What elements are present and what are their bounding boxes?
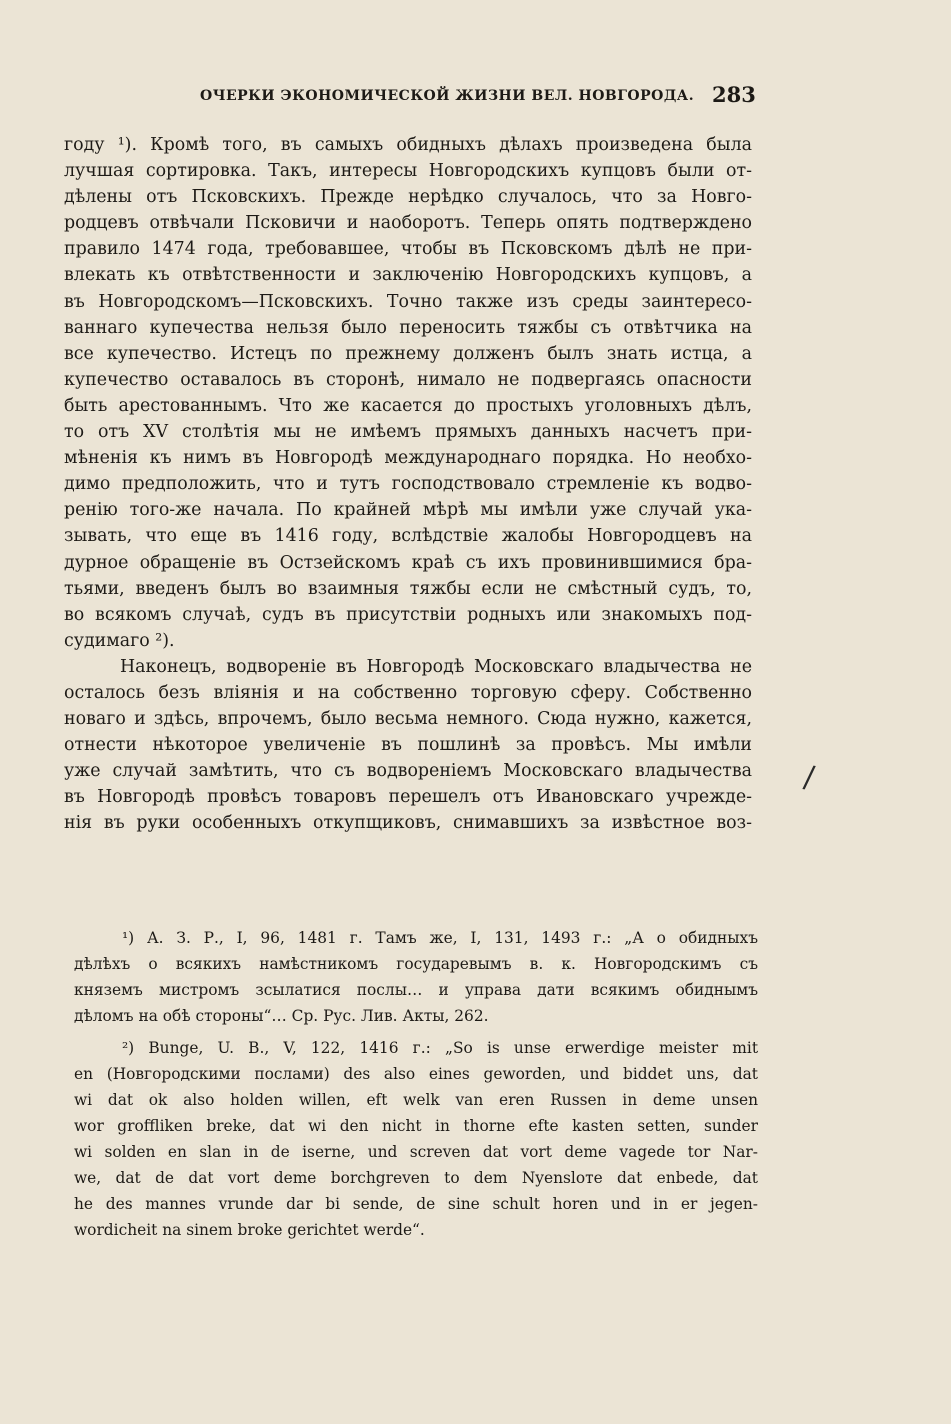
body-line: лучшая сортировка. Такъ, интересы Новгородскихъ купцовъ были от- [64, 161, 752, 182]
footnote-2-line: wi dat ok also holden willen, eft welk van eren Russen in deme unsen [74, 1091, 758, 1109]
body-line: ренію того-же начала. По крайней мѣрѣ мы имѣли уже случай ука- [64, 500, 752, 521]
body-line: дурное обращеніе въ Остзейскомъ краѣ съ ихъ провинившимися бра- [64, 552, 752, 573]
body-line: во всякомъ случаѣ, судъ въ присутствіи родныхъ или знакомыхъ под- [64, 604, 752, 625]
footnote-2-line: we, dat de dat vort deme borchgreven to dem Nyensloте dat enbede, dat [74, 1169, 758, 1187]
body-line: димо предположить, что и тутъ господствовало стремленіе къ водво- [64, 474, 752, 495]
body-line: то отъ XV столѣтія мы не имѣемъ прямыхъ данныхъ насчетъ при- [64, 422, 752, 443]
body-line: въ Новгородскомъ—Псковскихъ. Точно также изъ среды заинтересо- [64, 291, 752, 312]
page-number: 283 [712, 82, 756, 107]
footnote-2-line: wordicheit na sinem broke gerichtet werde“. [74, 1221, 425, 1239]
footnote-2-line: ²) Bunge, U. B., V, 122, 1416 г.: „So is unse erwerdige meister mit [122, 1039, 758, 1057]
paragraph-start: Наконецъ, водвореніе въ Новгородѣ Московскаго владычества не [120, 656, 752, 677]
body-line: зывать, что еще въ 1416 году, вслѣдствіе жалобы Новгородцевъ на [64, 526, 752, 547]
footnote-2-line: en (Новгородскими послами) des also eines geworden, und biddet uns, dat [74, 1065, 758, 1083]
body-line: дѣлены отъ Псковскихъ. Прежде нерѣдко случалось, что за Новго- [64, 187, 752, 208]
body-line: въ Новгородѣ провѣсъ товаровъ перешелъ отъ Ивановскаго учрежде- [64, 787, 752, 808]
body-line: осталось безъ вліянія и на собственно торговую сферу. Собственно [64, 682, 752, 703]
body-line: тьями, введенъ былъ во взаимныя тяжбы если не смѣстный судъ, то, [64, 578, 752, 599]
body-line: отнести нѣкоторое увеличеніе въ пошлинѣ за провѣсъ. Мы имѣли [64, 735, 752, 756]
body-line: новаго и здѣсь, впрочемъ, было весьма немного. Сюда нужно, кажется, [64, 709, 752, 730]
running-head [0, 82, 951, 118]
body-line: ваннаго купечества нельзя было переносить тяжбы съ отвѣтчика на [64, 317, 752, 338]
footnote-1-line: дѣлѣхъ о всякихъ намѣстникомъ государевымъ в. к. Новгородскимъ съ [74, 955, 758, 973]
body-line: уже случай замѣтить, что съ водвореніемъ Московскаго владычества [64, 761, 752, 782]
body-line: родцевъ отвѣчали Псковичи и наоборотъ. Теперь опять подтверждено [64, 213, 752, 234]
body-line: быть арестованнымъ. Что же касается до простыхъ уголовныхъ дѣлъ, [64, 395, 752, 416]
footnote-1-line: дѣломъ на обѣ стороны“… Ср. Рус. Лив. Акты, 262. [74, 1007, 489, 1025]
body-line: влекать къ отвѣтственности и заключенію Новгородскихъ купцовъ, а [64, 265, 752, 286]
body-line: мѣненія къ нимъ въ Новгородѣ международнаго порядка. Но необхо- [64, 448, 752, 469]
running-title: ОЧЕРКИ ЭКОНОМИЧЕСКОЙ ЖИЗНИ ВЕЛ. НОВГОРОДА. [200, 88, 695, 104]
body-line: все купечество. Истецъ по прежнему долженъ былъ знать истца, а [64, 343, 752, 364]
footnote-2-line: wor groffliken breke, dat wi den nicht in thorne efte kasten setten, sunder [74, 1117, 758, 1135]
footnotes [74, 925, 758, 1243]
footnote-2-line: wi solden en slan in de iserne, und screven dat vort deme vagede tor Nar- [74, 1143, 758, 1161]
footnote-2-line: he des mannes vrunde dar bi sende, de sine schult horen und in er jegen- [74, 1195, 758, 1213]
body-line: судимаго ²). [64, 630, 175, 651]
body-text [64, 132, 752, 837]
body-line: нія въ руки особенныхъ откупщиковъ, снимавшихъ за извѣстное воз- [64, 813, 752, 834]
body-line: году ¹). Кромѣ того, въ самыхъ обидныхъ дѣлахъ произведена была [64, 135, 752, 155]
body-line: купечество оставалось въ сторонѣ, нимало не подвергаясь опасности [64, 369, 752, 390]
margin-pencil-mark: / [801, 759, 817, 796]
body-line: правило 1474 года, требовавшее, чтобы въ Псковскомъ дѣлѣ не при- [64, 239, 752, 260]
footnote-1-line: княземъ мистромъ зсылатися послы… и управа дати всякимъ обиднымъ [74, 981, 758, 999]
footnote-1-line: ¹) А. З. Р., I, 96, 1481 г. Тамъ же, I, 131, 1493 г.: „А о обидныхъ [122, 929, 758, 947]
